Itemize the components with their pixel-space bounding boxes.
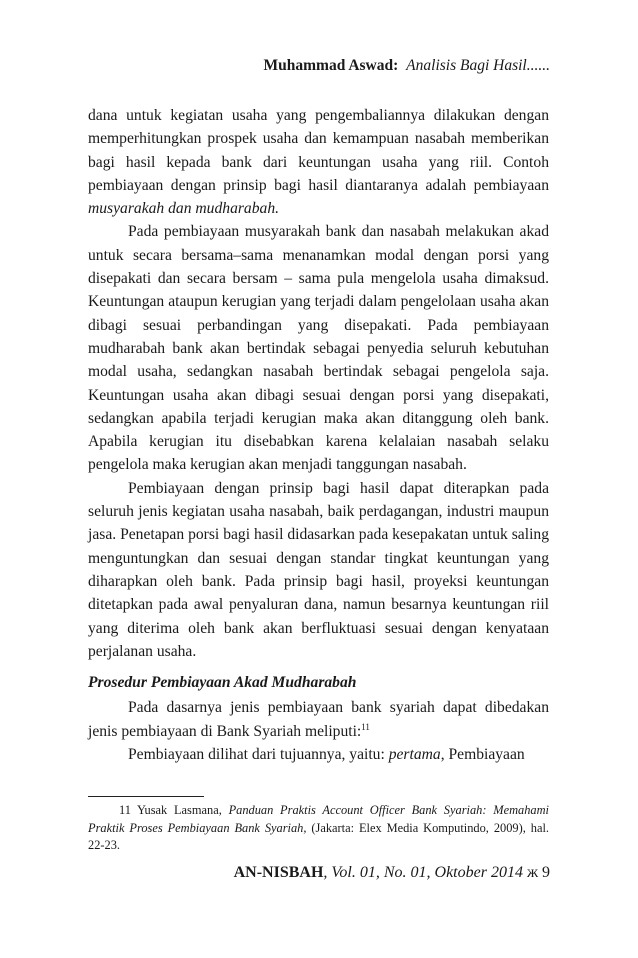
footnote-rest: (Jakarta: Elex Media Komputindo, 2009), hal. 22-23. <box>88 820 549 852</box>
paragraph-5-text-b: , Pembiayaan <box>440 746 525 764</box>
footnote <box>88 802 549 855</box>
header-title: Analisis Bagi Hasil...... <box>406 57 550 74</box>
footer-page-number: ж 9 <box>522 864 550 881</box>
paragraph-3: Pembiayaan dengan prinsip bagi hasil dapat diterapkan pada seluruh jenis kegiatan usaha nasabah, baik perdagangan, industri maupun jasa. Penetapan porsi bagi hasil didasarkan pada kesepakatan untuk saling menguntungkan dan sesuai dengan standar tingkat keuntungan yang diharapkan oleh bank. Pada prinsip bagi hasil, proyeksi keuntungan ditetapkan pada awal penyaluran dana, namun besarnya keuntungan riil yang diterima oleh bank akan berfluktuasi sesuai dengan kenyataan perjalanan usaha. <box>88 479 549 660</box>
paragraph-4-text: Pada dasarnya jenis pembiayaan bank syariah dapat dibedakan jenis pembiayaan di Bank Syariah meliputi: <box>88 699 549 740</box>
paragraph-5 <box>88 743 549 766</box>
paragraph-1-italic: musyarakah dan mudharabah. <box>88 200 280 218</box>
footnote-reference[interactable]: 11 <box>361 721 370 732</box>
body-text <box>88 104 549 766</box>
footnote-author: Yusak Lasmana, <box>136 803 229 817</box>
footer-journal: AN-NISBAH <box>233 864 324 881</box>
footnote-divider <box>88 796 204 797</box>
footnote-title: Panduan Praktis Account Officer Bank Syariah: Memahami Praktik Proses Pembiayaan Bank Syariah, <box>88 803 549 835</box>
running-header <box>264 57 551 75</box>
paragraph-1-text: dana untuk kegiatan usaha yang pengembaliannya dilakukan dengan memperhitungkan prospek usaha dan kemampuan nasabah memberikan bagi hasil kepada bank dari keuntungan usaha yang riil. Contoh pembiayaan dengan prinsip bagi hasil diantaranya adalah pembiayaan <box>88 107 549 194</box>
footer-issue: , Vol. 01, No. 01, Oktober 2014 <box>323 864 523 881</box>
paragraph-5-text-a: Pembiayaan dilihat dari tujuannya, yaitu: <box>128 746 389 764</box>
footnote-number: 11 <box>119 803 131 817</box>
paragraph-1 <box>88 104 549 220</box>
section-heading: Prosedur Pembiayaan Akad Mudharabah <box>88 674 357 692</box>
paragraph-4 <box>88 696 549 743</box>
paragraph-5-italic: pertama <box>388 746 441 764</box>
running-footer <box>234 864 550 882</box>
paragraph-2: Pada pembiayaan musyarakah bank dan nasabah melakukan akad untuk secara bersama–sama menanamkan modal dengan porsi yang disepakati dan secara bersam – sama pula mengelola usaha dimaksud. Keuntungan ataupun kerugian yang terjadi dalam pengelolaan usaha akan dibagi sesuai perbandingan yang disepakati. Pada pembiayaan mudharabah bank akan bertindak sebagai penyedia seluruh kebutuhan modal usaha, sedangkan nasabah bertindak sebagai pengelola saja. Keuntungan usaha akan dibagi sesuai dengan porsi yang disepakati, sedangkan apabila terjadi kerugian maka akan ditanggung oleh bank. Apabila kerugian itu disebabkan karena kelalaian nasabah selaku pengelola maka kerugian akan menjadi tanggungan nasabah. <box>88 223 549 474</box>
header-author: Muhammad Aswad: <box>263 57 399 74</box>
